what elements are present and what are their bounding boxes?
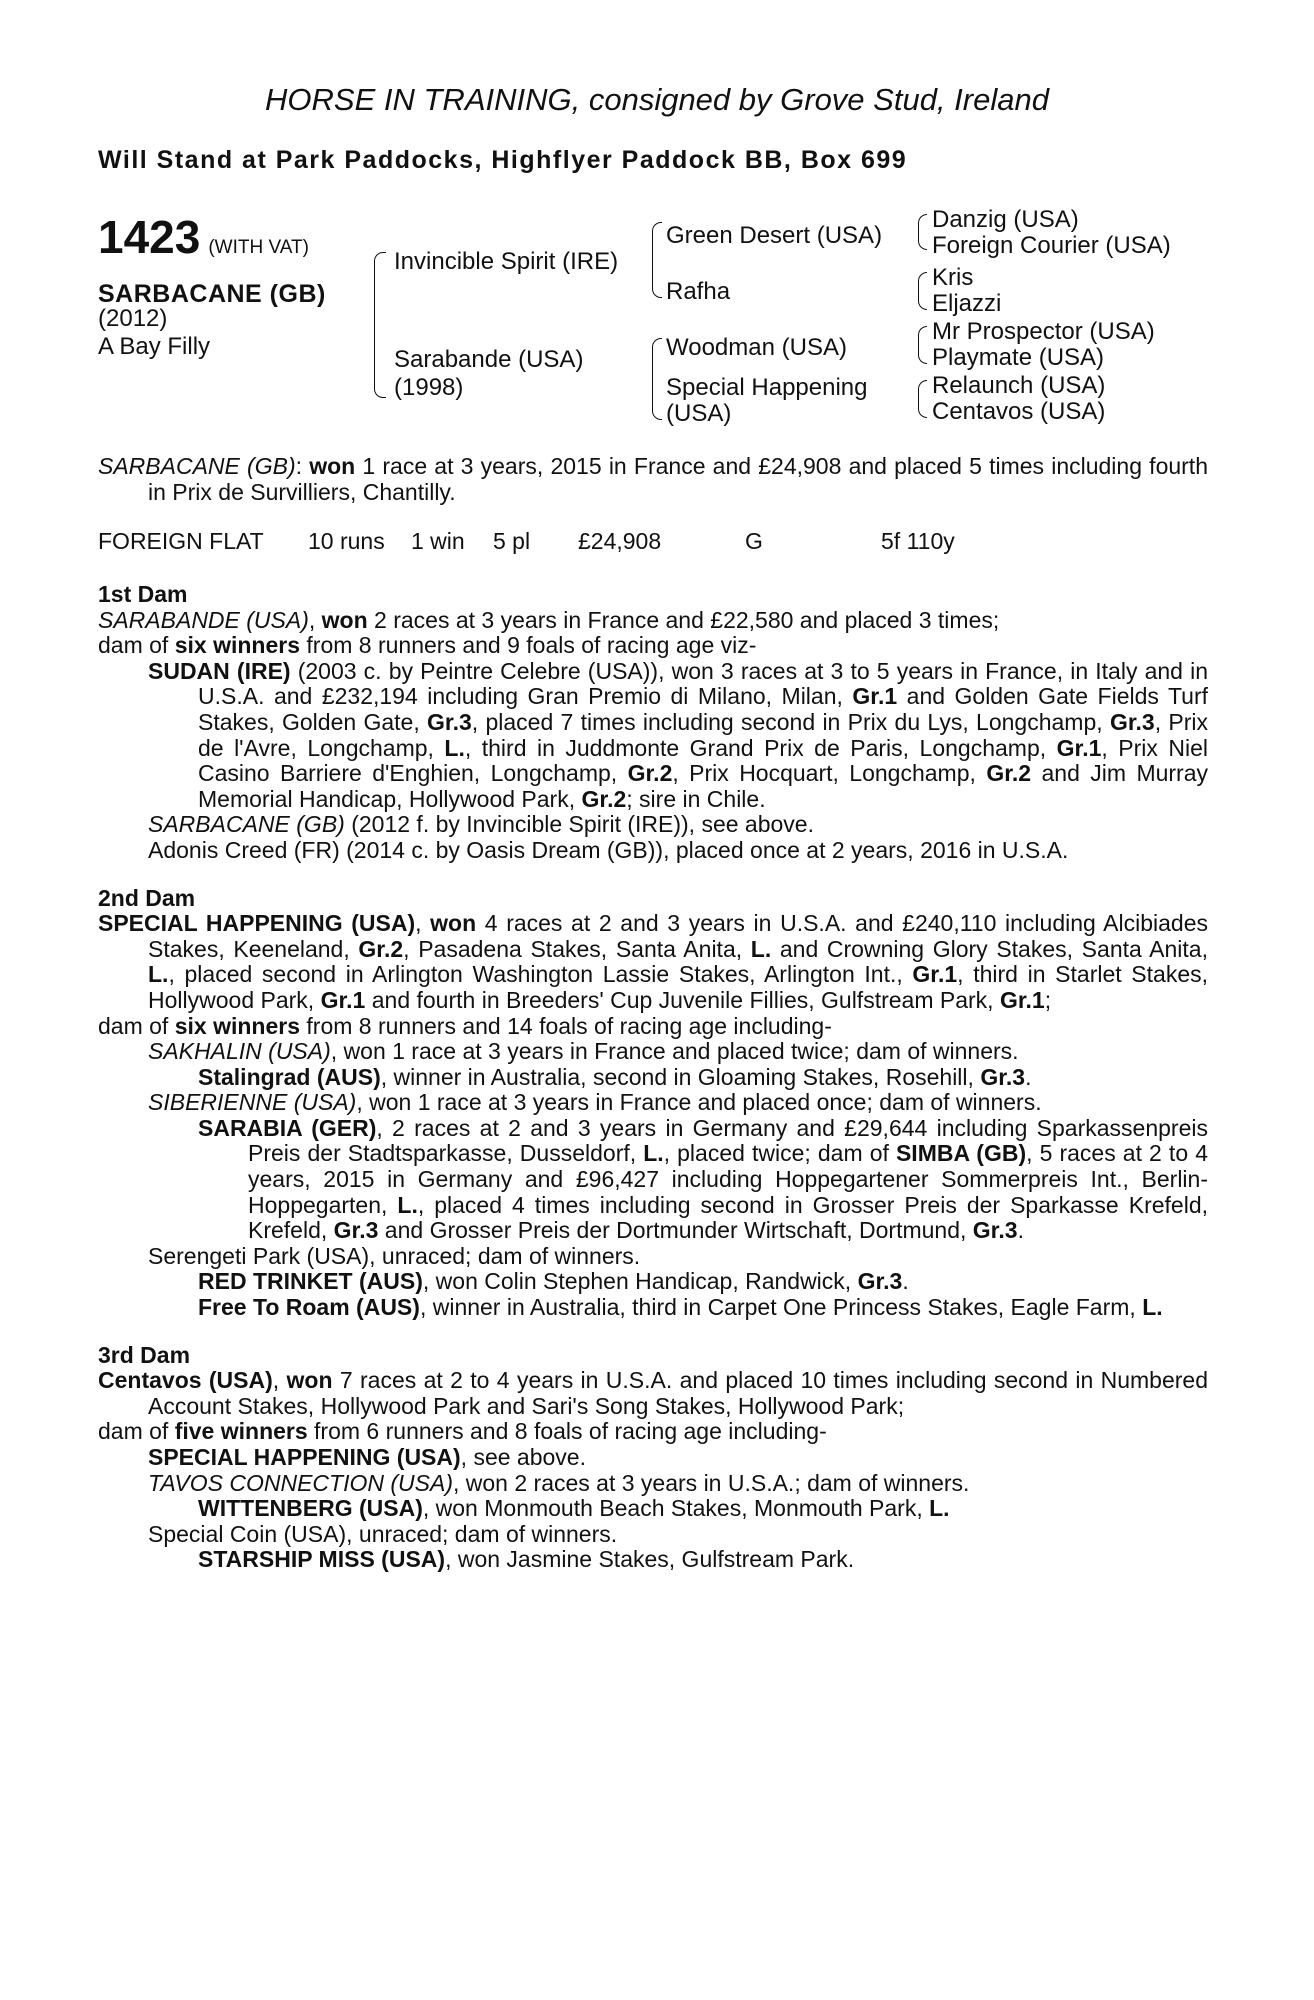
second-dam-text-1: 4 races at 2 and 3 years in U.S.A. and £240,110 including Alcibiades Stakes, Keeneland, xyxy=(148,910,1208,962)
pedigree-dam-2: (1998) xyxy=(394,374,464,401)
summary-horse: SARBACANE (GB) xyxy=(98,453,296,479)
sakhalin-text: , won 1 race at 3 years in France and placed twice; dam of winners. xyxy=(330,1038,1019,1065)
sarabia-name: SARABIA (GER) xyxy=(198,1114,377,1141)
second-dam-text-7: ; xyxy=(1044,986,1052,1013)
pedigree-sire-dam: Rafha xyxy=(666,278,731,305)
sudan-text-2: and Golden Gate Fields Turf Stakes, Golden Gate, xyxy=(198,683,1209,735)
sudan-text-4: , Prix de l'Avre, Longchamp, xyxy=(198,708,1209,761)
special-happening-name: SPECIAL HAPPENING (USA) xyxy=(148,1444,461,1470)
record-distance: 5f 110y xyxy=(881,528,955,554)
third-dam-prod-prefix: dam of xyxy=(98,1418,175,1445)
simba-text-1: , 5 races at 2 to 4 years, 2015 in Germany and £96,427 including Hoppegartener Sommerpreis Int., Berlin-Hoppegarten, xyxy=(248,1140,1208,1218)
horse-year: (2012) xyxy=(98,305,168,332)
pedigree-g3-1: Danzig (USA) xyxy=(932,206,1079,233)
summary-paragraph: SARBACANE (GB): won 1 race at 3 years, 2015 in France and £24,908 and placed 5 times including fourth in Prix de Survilliers, Chantilly. xyxy=(98,453,1208,505)
sarabia-text-1: , 2 races at 2 and 3 years in Germany and £29,644 including Sparkassenpreis Preis der Stadtsparkasse, Dusseldorf, xyxy=(248,1114,1208,1167)
simba-text-3: and Grosser Preis der Dortmunder Wirtschaft, Dortmund, xyxy=(378,1217,973,1244)
pedigree-bracket-sire xyxy=(652,222,662,298)
sudan-grade-2: Gr.3 xyxy=(427,708,472,735)
consignor-header: HORSE IN TRAINING, consigned by Grove Stud, Ireland xyxy=(265,82,1049,117)
wittenberg-text: , won Monmouth Beach Stakes, Monmouth Park, xyxy=(422,1495,930,1522)
stalingrad-name: Stalingrad (AUS) xyxy=(198,1063,381,1090)
simba-grade-2: Gr.3 xyxy=(972,1217,1018,1244)
family-notes xyxy=(98,582,1208,1573)
produce-special-coin: Special Coin (USA), unraced; dam of winners. xyxy=(148,1520,618,1547)
second-dam-listed-2: L. xyxy=(148,961,169,988)
produce-sudan xyxy=(148,659,1208,813)
second-dam-grade-2: Gr.1 xyxy=(912,961,958,988)
pedigree-g3-7: Relaunch (USA) xyxy=(932,372,1106,399)
sudan-text-1: (2003 c. by Peintre Celebre (USA)), won 3 races at 3 to 5 years in France, in Italy and in U.S.A. and £232,194 including Gran Premio di Milano, Milan, xyxy=(198,657,1208,710)
free-to-roam-text: , winner in Australia, third in Carpet One Princess Stakes, Eagle Farm, xyxy=(419,1294,1143,1321)
pedigree-g3-4: Eljazzi xyxy=(932,290,1002,317)
first-dam-line: SARABANDE (USA), won 2 races at 3 years in France and £22,580 and placed 3 times; xyxy=(98,606,1000,633)
vat-note: (WITH VAT) xyxy=(208,237,309,258)
horse-description: A Bay Filly xyxy=(98,333,211,360)
sarabia-text-2: , placed twice; dam of xyxy=(663,1140,896,1167)
pedigree-g3-2: Foreign Courier (USA) xyxy=(932,232,1171,259)
sudan-text-8: and Jim Murray Memorial Handicap, Hollywood Park, xyxy=(198,760,1209,812)
produce-serengeti: Serengeti Park (USA), unraced; dam of winners. xyxy=(148,1242,641,1269)
second-dam-grade-4: Gr.1 xyxy=(999,986,1045,1013)
sudan-grade-4: Gr.1 xyxy=(1056,734,1102,761)
second-dam-prod-bold: six winners xyxy=(174,1012,300,1039)
pedigree-dam-1: Sarabande (USA) xyxy=(394,346,584,373)
record-wins: 1 win xyxy=(411,528,465,554)
sudan-text-9: ; sire in Chile. xyxy=(626,785,766,812)
special-happening-text: , see above. xyxy=(460,1444,586,1470)
starship-miss-text: , won Jasmine Stakes, Gulfstream Park. xyxy=(445,1546,855,1573)
second-dam-name: SPECIAL HAPPENING (USA) xyxy=(98,910,416,937)
simba-name: SIMBA (GB) xyxy=(895,1140,1027,1167)
produce-sarbacane xyxy=(148,812,1208,838)
stand-location: Will Stand at Park Paddocks, Highflyer Paddock BB, Box 699 xyxy=(98,146,908,174)
third-dam-name: Centavos (USA) xyxy=(98,1367,273,1394)
second-dam-prod-prefix: dam of xyxy=(98,1012,175,1039)
produce-sakhalin xyxy=(148,1039,1208,1065)
stalingrad-text: , winner in Australia, second in Gloaming Stakes, Rosehill, xyxy=(380,1063,981,1090)
third-dam-text: 7 races at 2 to 4 years in U.S.A. and placed 10 times including second in Numbered Account Stakes, Hollywood Park and Sari's Song Stakes, Hollywood Park; xyxy=(148,1367,1208,1419)
second-dam-prod-suffix: from 8 runners and 14 foals of racing age including- xyxy=(300,1012,832,1039)
pedigree-g3-8: Centavos (USA) xyxy=(932,398,1106,425)
produce-adonis: Adonis Creed (FR) (2014 c. by Oasis Dream (GB)), placed once at 2 years, 2016 in U.S.A. xyxy=(148,836,1069,863)
produce-stalingrad: Stalingrad (AUS), winner in Australia, second in Gloaming Stakes, Rosehill, Gr.3. xyxy=(198,1063,1032,1090)
third-dam-line: Centavos (USA), won 7 races at 2 to 4 years in U.S.A. and placed 10 times including second in Numbered Account Stakes, Hollywood Park and Sari's Song Stakes, Hollywood Park; xyxy=(98,1367,1208,1419)
produce-starship-miss xyxy=(198,1547,1208,1573)
lot-number xyxy=(98,210,309,264)
sudan-grade-6: Gr.2 xyxy=(986,760,1032,787)
sudan-text-5: , third in Juddmonte Grand Prix de Paris, Longchamp, xyxy=(464,734,1057,761)
sudan-grade-1: Gr.1 xyxy=(852,683,898,710)
sudan-text-6: , Prix Niel Casino Barriere d'Enghien, Longchamp, xyxy=(198,734,1208,787)
pedigree-dam-dam-2: (USA) xyxy=(666,400,732,427)
pedigree-bracket-g3-4 xyxy=(918,380,927,418)
first-dam-name: SARABANDE (USA) xyxy=(98,606,309,633)
produce-wittenberg xyxy=(198,1496,1208,1522)
produce-free-to-roam xyxy=(198,1295,1208,1321)
summary-won: won xyxy=(309,453,356,479)
produce-siberienne xyxy=(148,1090,1208,1116)
sakhalin-name: SAKHALIN (USA) xyxy=(148,1038,331,1065)
red-trinket-text: , won Colin Stephen Handicap, Randwick, xyxy=(422,1268,858,1295)
sarbacane-name: SARBACANE (GB) xyxy=(148,811,345,838)
tavos-text: , won 2 races at 3 years in U.S.A.; dam of winners. xyxy=(453,1469,970,1496)
third-dam-prod-bold: five winners xyxy=(174,1418,308,1445)
first-dam-production xyxy=(98,633,1208,659)
horse-name: SARBACANE (GB) xyxy=(98,280,326,308)
second-dam-line: SPECIAL HAPPENING (USA), won 4 races at 2 and 3 years in U.S.A. and £240,110 including Alcibiades Stakes, Keeneland, Gr.2, Pasadena Stakes, Santa Anita, L. and Crowning Glory Stakes, Santa Anita, L., placed second in Arlington Washington Lassie Stakes, Arlington Int., Gr.1, third in Starlet Stakes, Hollywood Park, Gr.1 and fourth in Breeders' Cup Juvenile Fillies, Gulfstream Park, Gr.1; xyxy=(98,910,1209,1013)
lot-number-value: 1423 xyxy=(98,211,201,263)
starship-miss-name: STARSHIP MISS (USA) xyxy=(198,1546,446,1573)
second-dam-text-3: and Crowning Glory Stakes, Santa Anita, xyxy=(771,935,1208,962)
third-dam-heading: 3rd Dam xyxy=(98,1341,191,1368)
sudan-name: SUDAN (IRE) xyxy=(148,657,291,684)
siberienne-name: SIBERIENNE (USA) xyxy=(148,1089,357,1116)
second-dam-heading: 2nd Dam xyxy=(98,884,196,911)
pedigree-bracket-main xyxy=(374,252,386,398)
sarbacane-text: (2012 f. by Invincible Spirit (IRE)), see above. xyxy=(344,811,814,838)
second-dam-production xyxy=(98,1014,1208,1040)
siberienne-text: , won 1 race at 3 years in France and placed once; dam of winners. xyxy=(356,1089,1042,1116)
record-placed: 5 pl xyxy=(493,528,531,554)
second-dam-won: won xyxy=(430,910,477,937)
tavos-name: TAVOS CONNECTION (USA) xyxy=(148,1469,453,1496)
pedigree-g3-3: Kris xyxy=(932,264,974,291)
pedigree-bracket-dam xyxy=(652,338,662,420)
second-dam-text-6: and fourth in Breeders' Cup Juvenile Fillies, Gulfstream Park, xyxy=(365,986,1000,1013)
sudan-text-7: , Prix Hocquart, Longchamp, xyxy=(672,760,987,787)
first-dam-prod-bold: six winners xyxy=(174,632,300,659)
record-going: G xyxy=(745,528,763,554)
simba-listed: L. xyxy=(397,1191,418,1218)
wittenberg-name: WITTENBERG (USA) xyxy=(198,1495,423,1522)
third-dam-won: won xyxy=(286,1367,333,1394)
pedigree-g3-6: Playmate (USA) xyxy=(932,344,1105,371)
third-dam-prod-suffix: from 6 runners and 8 foals of racing age including- xyxy=(307,1418,827,1445)
second-dam-grade-3: Gr.1 xyxy=(320,986,366,1013)
first-dam-won: won xyxy=(321,606,368,633)
first-dam-prod-prefix: dam of xyxy=(98,632,175,659)
red-trinket-grade: Gr.3 xyxy=(857,1268,903,1295)
sarabia-listed: L. xyxy=(643,1140,664,1167)
sudan-grade-3: Gr.3 xyxy=(1109,708,1155,735)
pedigree-g3-5: Mr Prospector (USA) xyxy=(932,318,1155,345)
produce-tavos xyxy=(148,1471,1208,1497)
free-to-roam-listed: L. xyxy=(1142,1294,1163,1321)
simba-grade-1: Gr.3 xyxy=(333,1217,379,1244)
race-summary xyxy=(98,454,1208,505)
stalingrad-grade: Gr.3 xyxy=(980,1063,1026,1090)
sudan-grade-5: Gr.2 xyxy=(627,760,673,787)
produce-special-happening xyxy=(148,1445,1208,1471)
second-dam-text-5: , third in Starlet Stakes, Hollywood Park, xyxy=(148,961,1209,1013)
first-dam-text: 2 races at 3 years in France and £22,580 and placed 3 times; xyxy=(367,606,1000,633)
second-dam-text-2: , Pasadena Stakes, Santa Anita, xyxy=(403,935,751,962)
simba-text-2: , placed 4 times including second in Grosser Preis der Sparkasse Krefeld, Krefeld, xyxy=(248,1191,1208,1244)
pedigree-bracket-g3-3 xyxy=(918,326,927,364)
third-dam-production xyxy=(98,1419,1208,1445)
first-dam-prod-suffix: from 8 runners and 9 foals of racing age viz- xyxy=(300,632,757,659)
pedigree-dam-dam-1: Special Happening xyxy=(666,374,868,401)
sudan-grade-7: Gr.2 xyxy=(581,785,627,812)
pedigree-dam-sire: Woodman (USA) xyxy=(666,334,847,361)
summary-text: 1 race at 3 years, 2015 in France and £24,908 and placed 5 times including fourth in Prix de Survilliers, Chantilly. xyxy=(148,453,1208,505)
record-earnings: £24,908 xyxy=(578,528,662,554)
produce-sarabia: SARABIA (GER), 2 races at 2 and 3 years in Germany and £29,644 including Sparkassenpreis Preis der Stadtsparkasse, Dusseldorf, L., placed twice; dam of SIMBA (GB), 5 races at 2 to 4 years, 2015 in Germany and £96,427 including Hoppegartener Sommerpreis Int., Berlin-Hoppegarten, L., placed 4 times including second in Grosser Preis der Sparkasse Krefeld, Krefeld, Gr.3 and Grosser Preis der Dortmunder Wirtschaft, Dortmund, Gr.3. xyxy=(198,1114,1208,1244)
red-trinket-name: RED TRINKET (AUS) xyxy=(198,1268,423,1295)
sudan-text-3: , placed 7 times including second in Prix du Lys, Longchamp, xyxy=(471,708,1110,735)
second-dam-grade-1: Gr.2 xyxy=(358,935,404,962)
second-dam-listed-1: L. xyxy=(750,935,772,962)
produce-red-trinket: RED TRINKET (AUS), won Colin Stephen Handicap, Randwick, Gr.3. xyxy=(198,1268,909,1295)
pedigree-bracket-g3-2 xyxy=(918,272,927,310)
wittenberg-listed: L. xyxy=(929,1495,950,1522)
record-label: FOREIGN FLAT xyxy=(98,528,264,554)
pedigree-sire: Invincible Spirit (IRE) xyxy=(394,248,619,275)
pedigree-sire-sire: Green Desert (USA) xyxy=(666,222,883,249)
second-dam-text-4: , placed second in Arlington Washington Lassie Stakes, Arlington Int., xyxy=(168,961,913,988)
sudan-listed: L. xyxy=(444,734,465,761)
free-to-roam-name: Free To Roam (AUS) xyxy=(198,1294,420,1321)
first-dam-heading: 1st Dam xyxy=(98,581,188,607)
pedigree-bracket-g3-1 xyxy=(918,214,927,250)
record-runs: 10 runs xyxy=(308,528,385,554)
